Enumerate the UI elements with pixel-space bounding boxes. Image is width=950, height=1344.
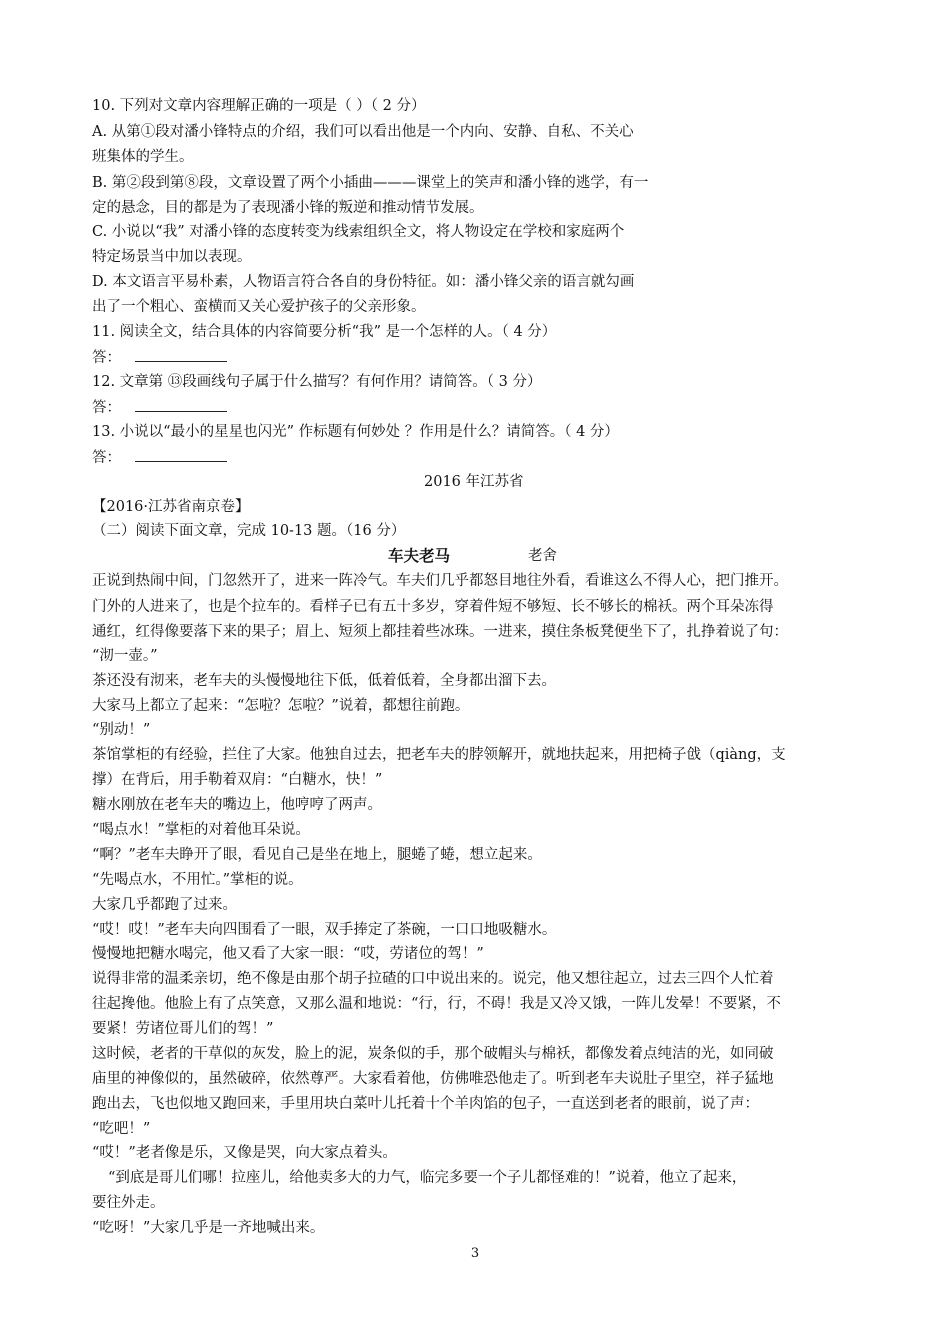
story-line: “先喝点水，不用忙。”掌柜的说。 (92, 872, 303, 888)
story-line: 要紧！劳诸位哥儿们的驾！” (92, 1021, 274, 1037)
story-line: 要往外走。 (92, 1195, 165, 1211)
story-line: 糖水刚放在老车夫的嘴边上，他哼哼了两声。 (92, 797, 382, 813)
answer-label: 答： (92, 400, 121, 416)
answer-blank[interactable] (135, 397, 227, 412)
story-line: “沏一壶。” (92, 648, 158, 664)
story-line: “到底是哥儿们哪！拉座儿，给他卖多大的力气，临完多要一个子儿都怪难的！”说着，他立了起来， (108, 1170, 747, 1186)
story-line: “哎！哎！”老车夫向四围看了一眼，双手捧定了茶碗，一口口地吸糖水。 (92, 922, 557, 938)
instruction: （二）阅读下面文章，完成 10-13 题。（16 分） (92, 523, 406, 539)
page-number: 3 (470, 1246, 480, 1261)
story-line: “啊？”老车夫睁开了眼，看见自己是坐在地上，腿蜷了蜷，想立起来。 (92, 847, 542, 863)
question-12: 12. 文章第 ⑬段画线句子属于什么描写？有何作用？请简答。（ 3 分） (92, 374, 542, 390)
story-line: 慢慢地把糖水喝完，他又看了大家一眼：“哎，劳诸位的驾！” (92, 946, 484, 962)
story-line: 这时候，老者的干草似的灰发，脸上的泥，炭条似的手，那个破帽头与棉袄，都像发着点纯洁的光，如同破 (92, 1046, 774, 1062)
story-line: “喝点水！”掌柜的对着他耳朵说。 (92, 822, 310, 838)
answer-blank[interactable] (135, 447, 227, 462)
story-line: 撑）在背后，用手勒着双肩：“白糖水，快！” (92, 772, 383, 788)
answer-line-12 (92, 397, 227, 418)
option-c-line-2: 特定场景当中加以表现。 (92, 249, 252, 265)
story-line: 往起搀他。他脸上有了点笑意，又那么温和地说：“行，行，不碍！我是又冷又饿，一阵儿发晕！不要紧，不 (92, 996, 781, 1012)
story-line: “哎！”老者像是乐，又像是哭，向大家点着头。 (92, 1145, 397, 1161)
option-d-line-1: D. 本文语言平易朴素，人物语言符合各自的身份特征。如：潘小锋父亲的语言就勾画 (92, 274, 635, 290)
section-heading: 2016 年江苏省 (424, 474, 524, 490)
source-label: 【2016·江苏省南京卷】 (92, 499, 250, 515)
story-line: 庙里的神像似的，虽然破碎，依然尊严。大家看着他，仿佛唯恐他走了。听到老车夫说肚子里空，祥子猛地 (92, 1071, 774, 1087)
story-author: 老舍 (528, 548, 557, 564)
story-line: “别动！” (92, 722, 151, 738)
answer-label: 答： (92, 450, 121, 466)
answer-line-13 (92, 447, 227, 468)
option-a-line-1: A. 从第①段对潘小锋特点的介绍，我们可以看出他是一个内向、安静、自私、不关心 (92, 124, 634, 140)
option-a-line-2: 班集体的学生。 (92, 149, 194, 165)
story-title: 车夫老马 (388, 546, 451, 565)
story-line: “吃吧！” (92, 1121, 151, 1137)
story-line: 正说到热闹中间，门忽然开了，进来一阵冷气。车夫们几乎都怒目地往外看，看谁这么不得人心，把门推开。 (92, 573, 788, 589)
question-11: 11. 阅读全文，结合具体的内容简要分析“我” 是一个怎样的人。（ 4 分） (92, 324, 557, 340)
story-line: 说得非常的温柔亲切，绝不像是由那个胡子拉碴的口中说出来的。说完，他又想往起立，过去三四个人忙着 (92, 971, 774, 987)
story-line: 通红，红得像要落下来的果子；眉上、短须上都挂着些冰珠。一进来，摸住条板凳便坐下了，扎挣着说了句： (92, 624, 788, 640)
answer-label: 答： (92, 350, 121, 366)
question-13: 13. 小说以“最小的星星也闪光” 作标题有何妙处 ？作用是什么？请简答。（ 4 分） (92, 424, 619, 440)
story-line: 跑出去，飞也似地又跑回来，手里用块白菜叶儿托着十个羊肉馅的包子，一直送到老者的眼前，说了声： (92, 1096, 759, 1112)
answer-line-11 (92, 347, 227, 368)
option-c-line-1: C. 小说以“我” 对潘小锋的态度转变为线索组织全文，将人物设定在学校和家庭两个 (92, 224, 625, 240)
story-line: 大家几乎都跑了过来。 (92, 897, 237, 913)
story-line: 茶馆掌柜的有经验，拦住了大家。他独自过去，把老车夫的脖领解开，就地扶起来，用把椅子戗（qiàng，支 (92, 747, 786, 763)
answer-blank[interactable] (135, 347, 227, 362)
story-line: 茶还没有沏来，老车夫的头慢慢地往下低，低着低着，全身都出溜下去。 (92, 673, 556, 689)
option-b-line-1: B. 第②段到第⑧段，文章设置了两个小插曲———课堂上的笑声和潘小锋的逃学，有一 (92, 175, 649, 191)
option-d-line-2: 出了一个粗心、蛮横而又关心爱护孩子的父亲形象。 (92, 299, 426, 315)
option-b-line-2: 定的悬念，目的都是为了表现潘小锋的叛逆和推动情节发展。 (92, 200, 484, 216)
story-line: “吃呀！”大家几乎是一齐地喊出来。 (92, 1220, 325, 1236)
question-10: 10. 下列对文章内容理解正确的一项是（ ）（ 2 分） (92, 98, 426, 114)
story-line: 门外的人进来了，也是个拉车的。看样子已有五十多岁，穿着件短不够短、长不够长的棉袄。两个耳朵冻得 (92, 599, 774, 615)
story-line: 大家马上都立了起来：“怎啦？怎啦？”说着，都想往前跑。 (92, 698, 470, 714)
